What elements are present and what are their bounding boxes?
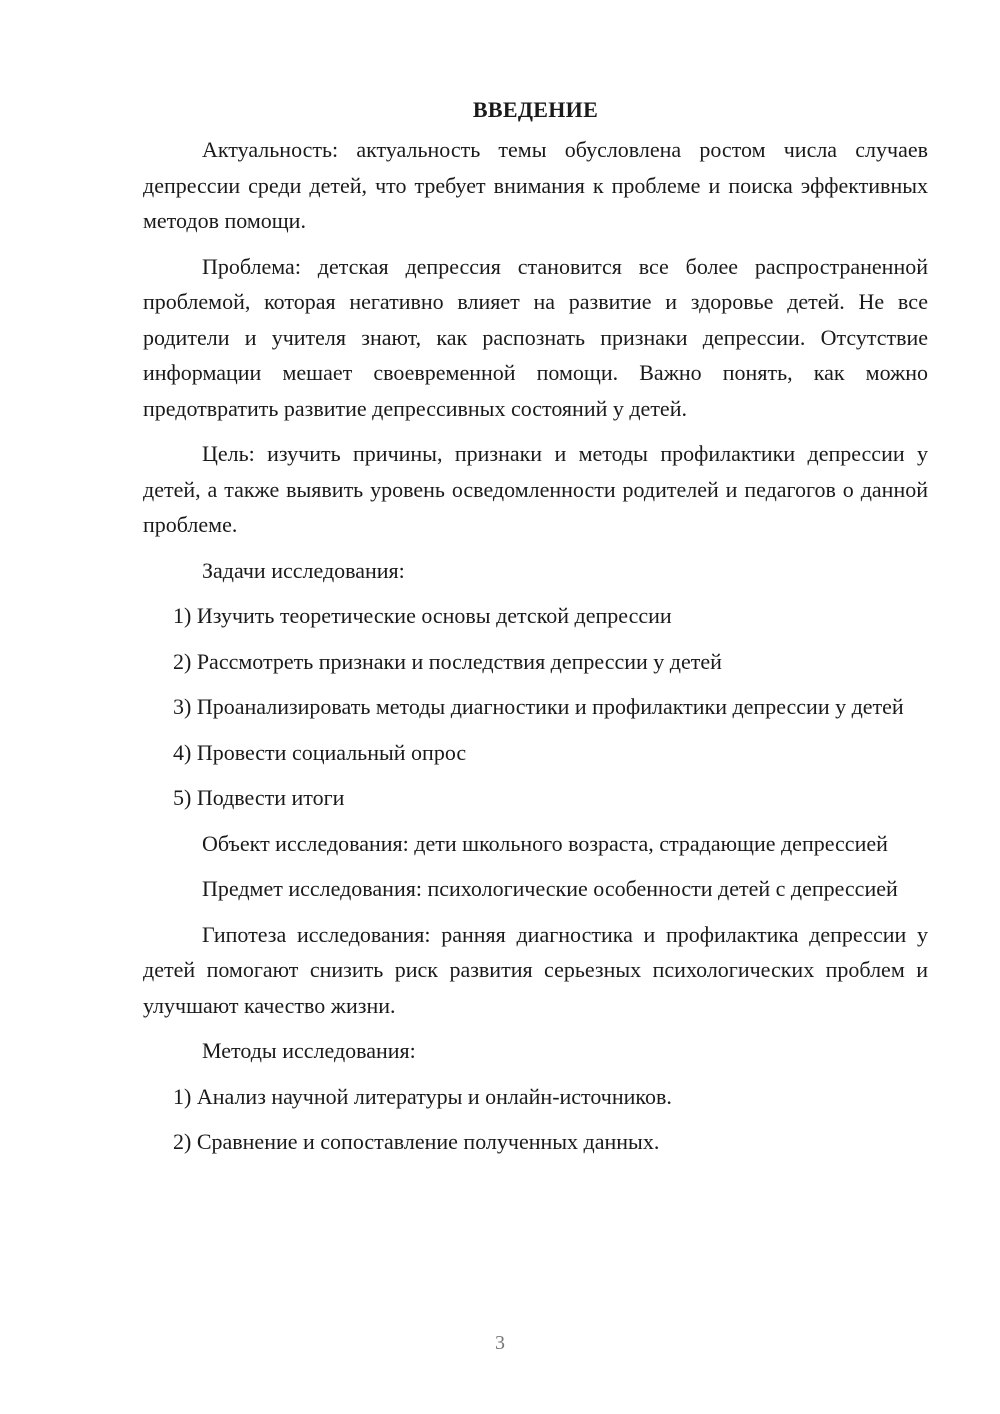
tasks-heading: Задачи исследования:: [202, 557, 405, 583]
document-page: [143, 92, 928, 1170]
relevance-paragraph: Актуальность: актуальность темы обусловлена ростом числа случаев депрессии среди детей, что требует внимания к проблеме и поиска эффективных методов помощи.: [143, 137, 928, 233]
task-item: 4) Провести социальный опрос: [173, 739, 467, 765]
task-item: 5) Подвести итоги: [173, 785, 345, 810]
task-item: 3) Проанализировать методы диагностики и профилактики депрессии у детей: [173, 694, 904, 719]
subject-paragraph: Предмет исследования: психологические особенности детей с депрессией: [202, 876, 898, 901]
task-item: 2) Рассмотреть признаки и последствия депрессии у детей: [173, 648, 722, 674]
method-item: 1) Анализ научной литературы и онлайн-источников.: [173, 1083, 672, 1109]
goal-paragraph: Цель: изучить причины, признаки и методы профилактики депрессии у детей, а также выявить уровень осведомленности родителей и педагогов о данной проблеме.: [143, 441, 928, 537]
page-number: 3: [495, 1332, 505, 1354]
task-item: 1) Изучить теоретические основы детской депрессии: [173, 603, 672, 628]
problem-paragraph: Проблема: детская депрессия становится все более распространенной проблемой, которая негативно влияет на развитие и здоровье детей. Не все родители и учителя знают, как распознать признаки депрессии. Отсутствие информации мешает своевременной помощи. Важно понять, как можно предотвратить развитие депрессивных состояний у детей.: [143, 253, 928, 421]
section-title: ВВЕДЕНИЕ: [472, 97, 599, 122]
object-paragraph: Объект исследования: дети школьного возраста, страдающие депрессией: [202, 830, 888, 856]
method-item: 2) Сравнение и сопоставление полученных данных.: [173, 1129, 660, 1154]
hypothesis-paragraph: Гипотеза исследования: ранняя диагностика и профилактика депрессии у детей помогают снизить риск развития серьезных психологических проблем и улучшают качество жизни.: [143, 921, 928, 1018]
methods-heading: Методы исследования:: [202, 1038, 416, 1063]
